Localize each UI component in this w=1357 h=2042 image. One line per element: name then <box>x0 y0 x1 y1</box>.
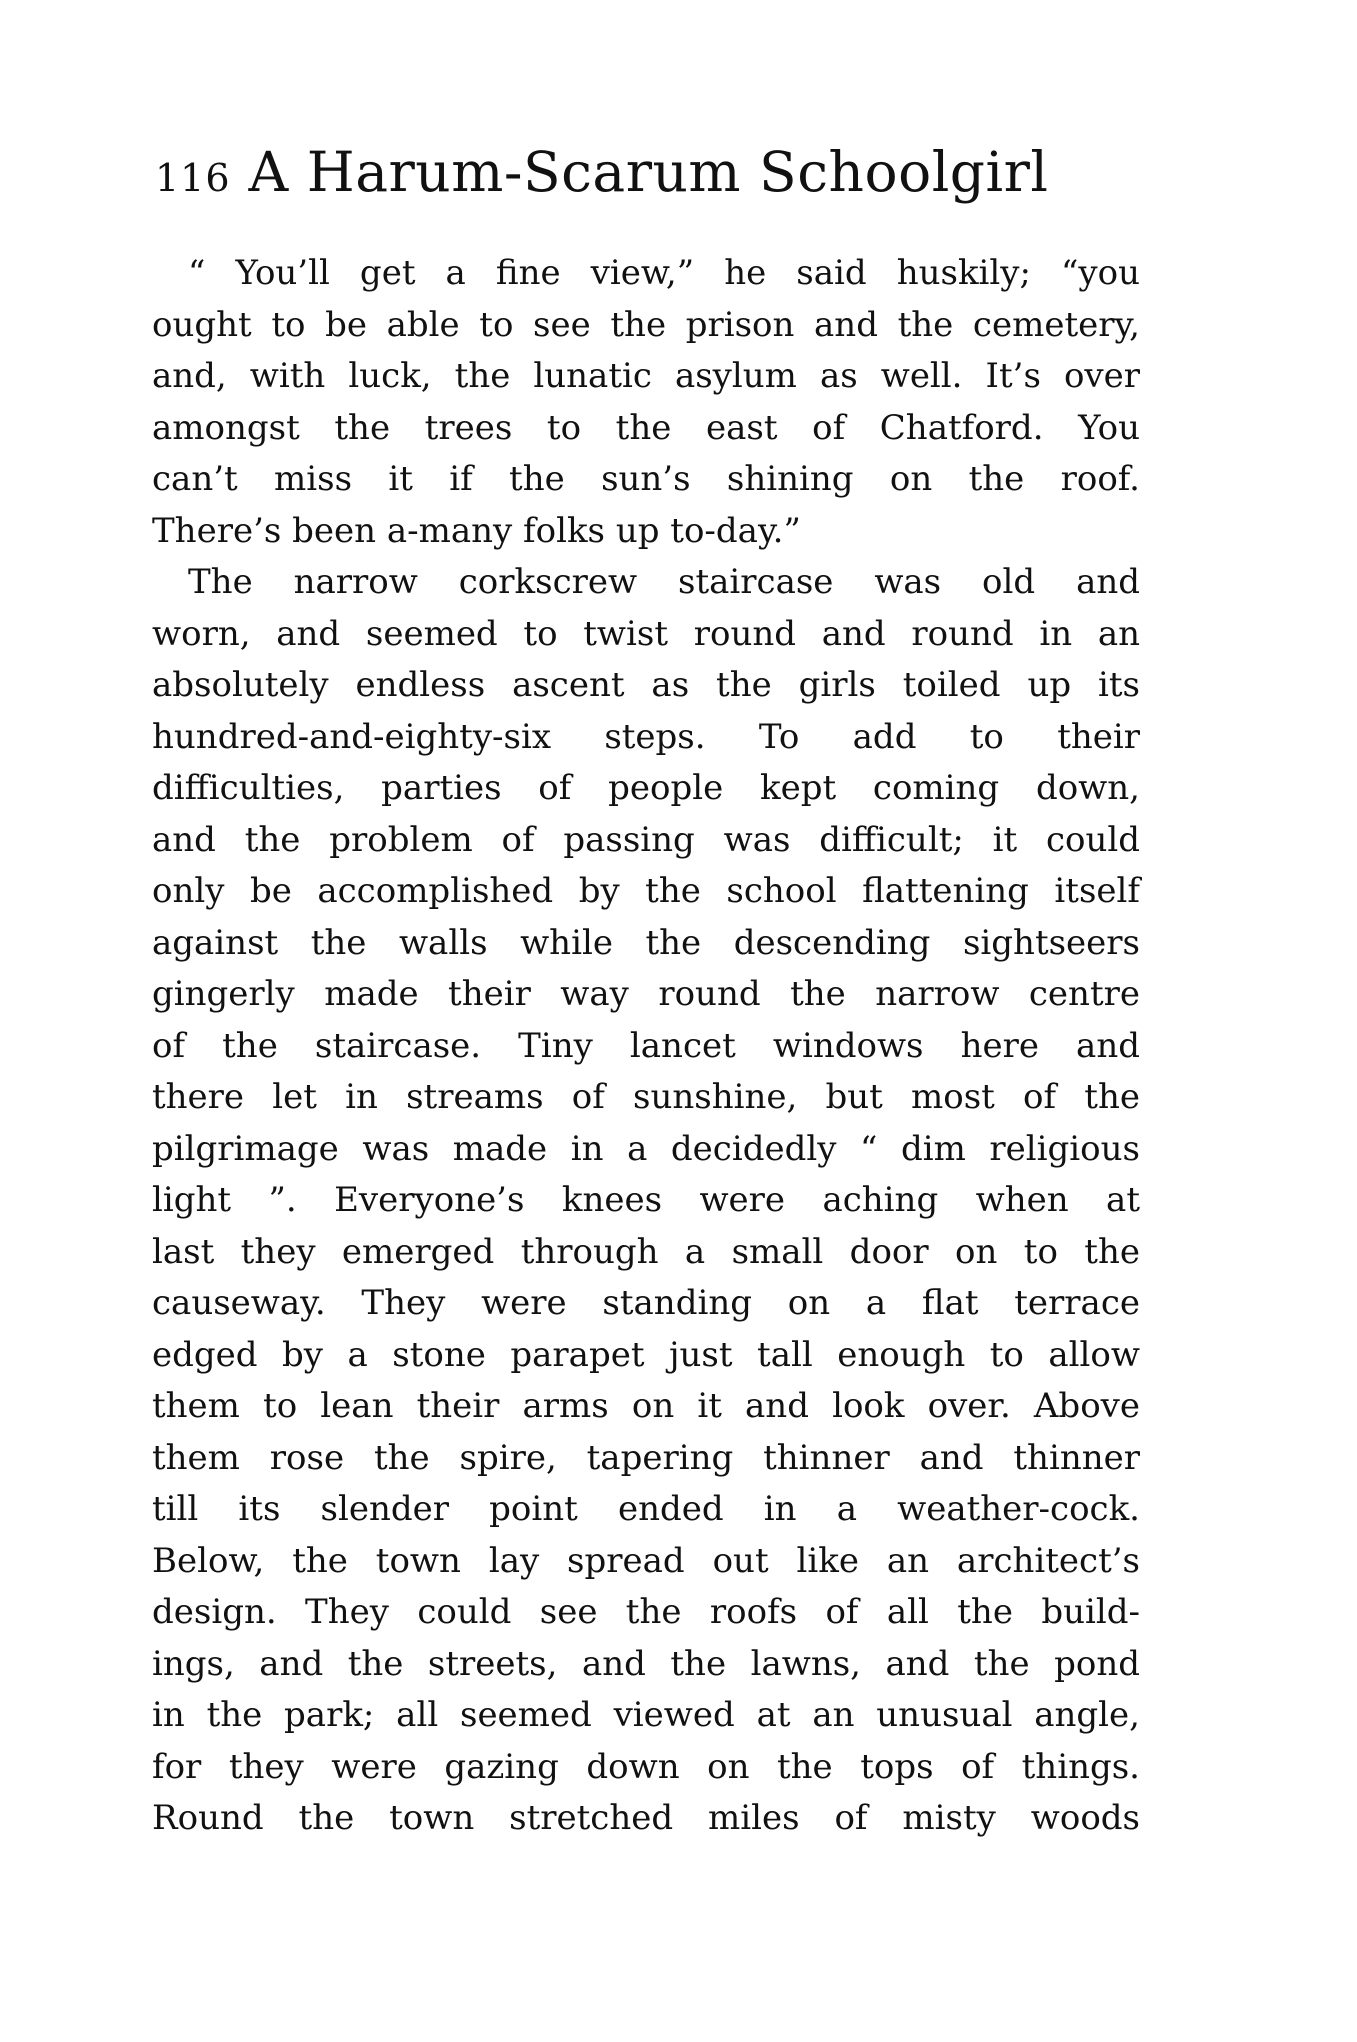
text-line: till its slender point ended in a weather-cock. <box>152 1489 1140 1529</box>
text-line: There’s been a-many folks up to-day.” <box>152 510 801 551</box>
page-number: 116 <box>155 156 231 200</box>
text-line: pilgrimage was made in a decidedly “ dim religious <box>152 1128 1140 1169</box>
text-line: there let in streams of sunshine, but most of the <box>152 1077 1140 1117</box>
text-line: in the park; all seemed viewed at an unusual angle, <box>152 1695 1140 1735</box>
text-line: them to lean their arms on it and look over. Above <box>152 1386 1140 1426</box>
running-header <box>155 140 1155 220</box>
text-line: design. They could see the roofs of all the build- <box>152 1592 1140 1632</box>
text-line: Below, the town lay spread out like an architect’s <box>152 1540 1140 1581</box>
text-line: can’t miss it if the sun’s shining on the roof. <box>152 459 1140 499</box>
text-line: “ You’ll get a fine view,” he said huskily; “you <box>188 253 1140 293</box>
text-line: only be accomplished by the school flattening itself <box>152 871 1140 911</box>
text-line: and the problem of passing was difficult; it could <box>152 819 1140 860</box>
text-line: worn, and seemed to twist round and round in an <box>152 613 1140 654</box>
text-line: causeway. They were standing on a flat terrace <box>152 1283 1140 1323</box>
text-line: of the staircase. Tiny lancet windows here and <box>152 1025 1140 1066</box>
text-line: ings, and the streets, and the lawns, and the pond <box>152 1643 1140 1684</box>
paragraph-staircase <box>152 557 1140 1845</box>
body-text <box>152 248 1140 1845</box>
text-line: for they were gazing down on the tops of things. <box>152 1746 1140 1787</box>
text-line: them rose the spire, tapering thinner and thinner <box>152 1437 1140 1478</box>
text-line: against the walls while the descending sightseers <box>152 922 1140 963</box>
text-line: Round the town stretched miles of misty woods <box>152 1798 1140 1838</box>
text-line: hundred-and-eighty-six steps. To add to their <box>152 716 1140 757</box>
text-line: The narrow corkscrew staircase was old and <box>188 562 1140 602</box>
text-line: and, with luck, the lunatic asylum as well. It’s over <box>152 356 1140 396</box>
text-line: ought to be able to see the prison and the cemetery, <box>152 304 1140 345</box>
text-line: edged by a stone parapet just tall enough to allow <box>152 1334 1140 1375</box>
text-line: amongst the trees to the east of Chatford. You <box>152 407 1140 448</box>
text-line: light ”. Everyone’s knees were aching when at <box>152 1180 1140 1220</box>
text-line: difficulties, parties of people kept coming down, <box>152 768 1140 808</box>
text-line: last they emerged through a small door on to the <box>152 1231 1140 1272</box>
running-title: A Harum-Scarum Schoolgirl <box>248 140 1049 204</box>
text-line: absolutely endless ascent as the girls toiled up its <box>152 665 1140 705</box>
paragraph-dialogue <box>152 248 1140 557</box>
text-line: gingerly made their way round the narrow centre <box>152 974 1140 1014</box>
